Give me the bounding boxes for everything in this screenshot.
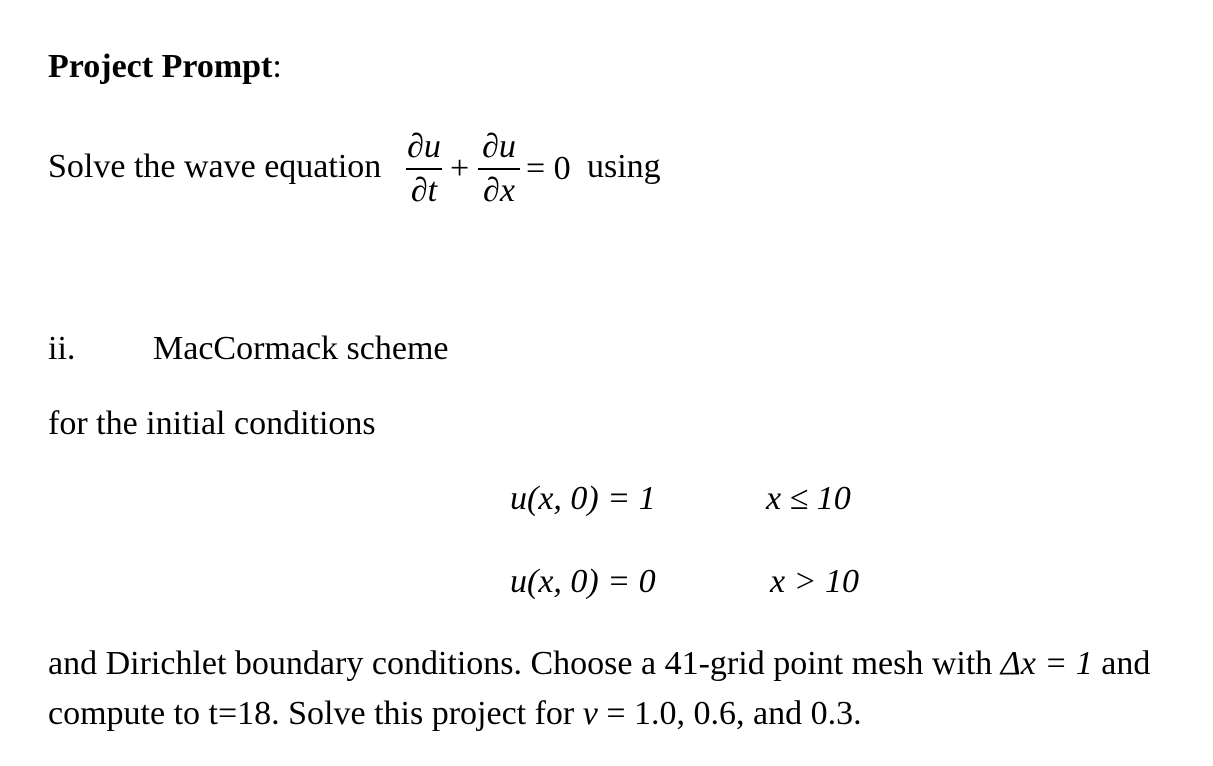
list-item-number: ii. — [48, 330, 76, 367]
fraction-du-dx — [478, 130, 520, 208]
delta-x-expression: Δx = 1 — [1000, 645, 1093, 682]
conditions-intro: for the initial conditions — [48, 405, 376, 442]
nu-symbol: ν — [582, 695, 598, 732]
fraction-bar — [406, 168, 442, 170]
paragraph-line-1 — [48, 645, 1150, 683]
initial-condition-expr-1: u(x, 0) = 1 — [510, 480, 656, 517]
paragraph-text: compute to t=18. Solve this project for — [48, 695, 575, 732]
equals-zero: = 0 — [526, 150, 571, 187]
equation-lead-text: Solve the wave equation — [48, 148, 382, 185]
fraction-numerator: ∂u — [407, 128, 441, 165]
initial-condition-domain-2: x > 10 — [770, 563, 860, 600]
paragraph-text: = 1.0, 0.6, and 0.3. — [606, 695, 862, 732]
paragraph-text: and — [1101, 645, 1151, 682]
initial-condition-domain-1: x ≤ 10 — [766, 480, 851, 517]
paragraph-text: and Dirichlet boundary conditions. Choose a 41-grid point mesh with — [48, 645, 993, 682]
equation-tail-text: using — [587, 148, 661, 185]
page-title — [48, 48, 282, 86]
fraction-numerator: ∂u — [482, 128, 516, 165]
title-colon: : — [272, 48, 282, 85]
fraction-denominator: ∂t — [410, 171, 438, 209]
fraction-du-dt — [406, 130, 442, 208]
fraction-bar — [478, 168, 520, 170]
initial-condition-expr-2: u(x, 0) = 0 — [510, 563, 656, 600]
paragraph-line-2 — [48, 695, 862, 733]
title-text: Project Prompt — [48, 48, 273, 85]
plus-sign: + — [450, 150, 470, 187]
list-item-label: MacCormack scheme — [153, 330, 449, 367]
fraction-denominator: ∂x — [483, 171, 515, 209]
